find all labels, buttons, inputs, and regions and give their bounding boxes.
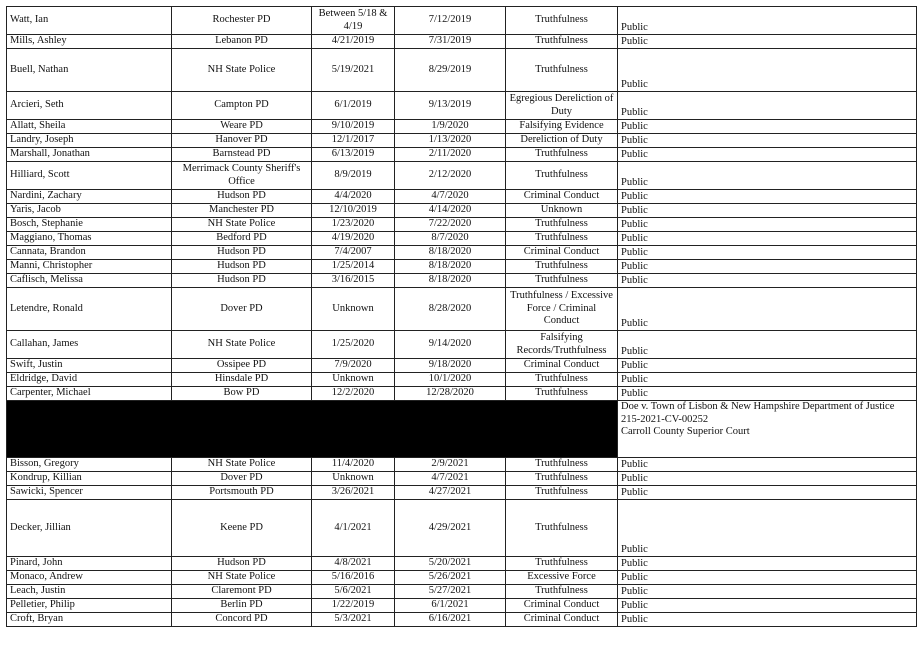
category-cell: Criminal Conduct	[506, 599, 618, 613]
status-cell: Public	[618, 585, 917, 599]
incident-date-cell: 11/4/2020	[312, 458, 395, 472]
category-cell: Criminal Conduct	[506, 613, 618, 627]
notification-date-cell: 8/7/2020	[395, 232, 506, 246]
officer-name-cell: Swift, Justin	[7, 359, 172, 373]
officer-name-cell: Marshall, Jonathan	[7, 148, 172, 162]
incident-date-cell: Unknown	[312, 472, 395, 486]
incident-date-cell: 9/10/2019	[312, 120, 395, 134]
table-row	[7, 218, 917, 232]
table-row	[7, 331, 917, 359]
table-row	[7, 274, 917, 288]
incident-date-cell: 4/21/2019	[312, 35, 395, 49]
category-cell: Unknown	[506, 204, 618, 218]
status-cell: Public	[618, 49, 917, 92]
table-row	[7, 288, 917, 331]
incident-date-cell: 6/1/2019	[312, 92, 395, 120]
category-cell: Truthfulness	[506, 387, 618, 401]
agency-cell: Barnstead PD	[172, 148, 312, 162]
table-row	[7, 500, 917, 557]
status-cell: Public	[618, 387, 917, 401]
officer-name-cell: Monaco, Andrew	[7, 571, 172, 585]
officer-name-cell: Nardini, Zachary	[7, 190, 172, 204]
category-cell: Truthfulness	[506, 373, 618, 387]
agency-cell: NH State Police	[172, 49, 312, 92]
agency-cell: Keene PD	[172, 500, 312, 557]
officer-name-cell: Pinard, John	[7, 557, 172, 571]
status-cell: Public	[618, 218, 917, 232]
status-cell: Public	[618, 331, 917, 359]
agency-cell: Claremont PD	[172, 585, 312, 599]
notification-date-cell: 12/28/2020	[395, 387, 506, 401]
table-row	[7, 92, 917, 120]
agency-cell: Hudson PD	[172, 190, 312, 204]
officer-name-cell: Maggiano, Thomas	[7, 232, 172, 246]
notification-date-cell: 2/12/2020	[395, 162, 506, 190]
status-cell: Public	[618, 134, 917, 148]
agency-cell: Hinsdale PD	[172, 373, 312, 387]
notification-date-cell: 2/11/2020	[395, 148, 506, 162]
category-cell: Excessive Force	[506, 571, 618, 585]
category-cell: Truthfulness	[506, 49, 618, 92]
table-row	[7, 585, 917, 599]
incident-date-cell: 5/6/2021	[312, 585, 395, 599]
category-cell: Criminal Conduct	[506, 246, 618, 260]
category-cell: Truthfulness	[506, 162, 618, 190]
notification-date-cell: 9/18/2020	[395, 359, 506, 373]
incident-date-cell: 3/16/2015	[312, 274, 395, 288]
notification-date-cell: 9/14/2020	[395, 331, 506, 359]
case-reference-line: Doe v. Town of Lisbon & New Hampshire Department of Justice	[621, 401, 895, 412]
notification-date-cell: 4/7/2020	[395, 190, 506, 204]
notification-date-cell: 7/22/2020	[395, 218, 506, 232]
status-cell: Public	[618, 472, 917, 486]
notification-date-cell: 9/13/2019	[395, 92, 506, 120]
agency-cell: Bedford PD	[172, 232, 312, 246]
agency-cell: Merrimack County Sheriff's Office	[172, 162, 312, 190]
agency-cell: Hudson PD	[172, 557, 312, 571]
status-cell: Public	[618, 359, 917, 373]
category-cell: Falsifying Records/Truthfulness	[506, 331, 618, 359]
officer-name-cell: Kondrup, Killian	[7, 472, 172, 486]
officer-name-cell: Eldridge, David	[7, 373, 172, 387]
agency-cell: NH State Police	[172, 571, 312, 585]
table-row	[7, 148, 917, 162]
agency-cell: Hudson PD	[172, 246, 312, 260]
notification-date-cell: 6/1/2021	[395, 599, 506, 613]
table-row	[7, 571, 917, 585]
incident-date-cell: 12/2/2020	[312, 387, 395, 401]
officer-name-cell: Croft, Bryan	[7, 613, 172, 627]
notification-date-cell: 4/27/2021	[395, 486, 506, 500]
category-cell: Truthfulness	[506, 7, 618, 35]
incident-date-cell: 3/26/2021	[312, 486, 395, 500]
incident-date-cell: 7/4/2007	[312, 246, 395, 260]
incident-date-cell: Unknown	[312, 373, 395, 387]
table-row	[7, 613, 917, 627]
category-cell: Criminal Conduct	[506, 190, 618, 204]
incident-date-cell: 5/3/2021	[312, 613, 395, 627]
status-cell: Public	[618, 162, 917, 190]
officer-name-cell: Callahan, James	[7, 331, 172, 359]
incident-date-cell: 5/19/2021	[312, 49, 395, 92]
notification-date-cell: 6/16/2021	[395, 613, 506, 627]
table-row	[7, 557, 917, 571]
incident-date-cell: 4/19/2020	[312, 232, 395, 246]
notification-date-cell: 7/12/2019	[395, 7, 506, 35]
notification-date-cell: 8/18/2020	[395, 246, 506, 260]
notification-date-cell: 4/14/2020	[395, 204, 506, 218]
status-cell: Public	[618, 500, 917, 557]
officer-name-cell: Cannata, Brandon	[7, 246, 172, 260]
status-cell: Public	[618, 92, 917, 120]
category-cell: Truthfulness	[506, 472, 618, 486]
notification-date-cell: 7/31/2019	[395, 35, 506, 49]
incident-date-cell: 4/8/2021	[312, 557, 395, 571]
category-cell: Dereliction of Duty	[506, 134, 618, 148]
category-cell: Criminal Conduct	[506, 359, 618, 373]
officer-name-cell: Letendre, Ronald	[7, 288, 172, 331]
category-cell: Truthfulness	[506, 486, 618, 500]
notification-date-cell: 5/26/2021	[395, 571, 506, 585]
incident-date-cell: 5/16/2016	[312, 571, 395, 585]
incident-date-cell: 4/4/2020	[312, 190, 395, 204]
notification-date-cell: 8/18/2020	[395, 260, 506, 274]
incident-date-cell: 6/13/2019	[312, 148, 395, 162]
officer-name-cell: Bisson, Gregory	[7, 458, 172, 472]
table-row	[7, 373, 917, 387]
officer-list-table	[6, 6, 917, 627]
table-row	[7, 260, 917, 274]
table-row	[7, 359, 917, 373]
redaction-block	[7, 401, 618, 458]
officer-name-cell: Decker, Jillian	[7, 500, 172, 557]
agency-cell: Bow PD	[172, 387, 312, 401]
officer-name-cell: Manni, Christopher	[7, 260, 172, 274]
agency-cell: Hudson PD	[172, 260, 312, 274]
agency-cell: Concord PD	[172, 613, 312, 627]
incident-date-cell: 8/9/2019	[312, 162, 395, 190]
table-row	[7, 232, 917, 246]
category-cell: Truthfulness / Excessive Force / Criminal Conduct	[506, 288, 618, 331]
agency-cell: Weare PD	[172, 120, 312, 134]
status-cell: Public	[618, 246, 917, 260]
agency-cell: Portsmouth PD	[172, 486, 312, 500]
status-cell: Public	[618, 7, 917, 35]
status-cell: Public	[618, 571, 917, 585]
status-cell: Public	[618, 458, 917, 472]
category-cell: Egregious Dereliction of Duty	[506, 92, 618, 120]
incident-date-cell: 1/25/2014	[312, 260, 395, 274]
status-cell: Public	[618, 613, 917, 627]
category-cell: Truthfulness	[506, 557, 618, 571]
category-cell: Truthfulness	[506, 218, 618, 232]
status-cell: Public	[618, 232, 917, 246]
officer-name-cell: Watt, Ian	[7, 7, 172, 35]
category-cell: Truthfulness	[506, 148, 618, 162]
status-cell: Public	[618, 274, 917, 288]
status-cell: Public	[618, 148, 917, 162]
case-reference-cell	[618, 401, 917, 458]
incident-date-cell: 1/23/2020	[312, 218, 395, 232]
notification-date-cell: 4/7/2021	[395, 472, 506, 486]
agency-cell: NH State Police	[172, 331, 312, 359]
table-row	[7, 35, 917, 49]
status-cell: Public	[618, 599, 917, 613]
officer-name-cell: Yaris, Jacob	[7, 204, 172, 218]
table-row	[7, 387, 917, 401]
agency-cell: Campton PD	[172, 92, 312, 120]
officer-name-cell: Mills, Ashley	[7, 35, 172, 49]
incident-date-cell: Unknown	[312, 288, 395, 331]
officer-name-cell: Carpenter, Michael	[7, 387, 172, 401]
incident-date-cell: Between 5/18 & 4/19	[312, 7, 395, 35]
category-cell: Truthfulness	[506, 35, 618, 49]
category-cell: Truthfulness	[506, 458, 618, 472]
incident-date-cell: 12/10/2019	[312, 204, 395, 218]
agency-cell: Lebanon PD	[172, 35, 312, 49]
agency-cell: Ossipee PD	[172, 359, 312, 373]
notification-date-cell: 4/29/2021	[395, 500, 506, 557]
officer-name-cell: Bosch, Stephanie	[7, 218, 172, 232]
table-row	[7, 190, 917, 204]
case-reference-line: 215-2021-CV-00252	[621, 413, 709, 425]
table-row	[7, 162, 917, 190]
status-cell: Public	[618, 557, 917, 571]
agency-cell: Rochester PD	[172, 7, 312, 35]
officer-name-cell: Allatt, Sheila	[7, 120, 172, 134]
table-row	[7, 49, 917, 92]
table-row	[7, 246, 917, 260]
incident-date-cell: 12/1/2017	[312, 134, 395, 148]
notification-date-cell: 10/1/2020	[395, 373, 506, 387]
officer-name-cell: Sawicki, Spencer	[7, 486, 172, 500]
status-cell: Public	[618, 288, 917, 331]
status-cell: Public	[618, 260, 917, 274]
table-row	[7, 472, 917, 486]
notification-date-cell: 1/9/2020	[395, 120, 506, 134]
officer-name-cell: Buell, Nathan	[7, 49, 172, 92]
notification-date-cell: 8/29/2019	[395, 49, 506, 92]
status-cell: Public	[618, 486, 917, 500]
category-cell: Truthfulness	[506, 260, 618, 274]
status-cell: Public	[618, 120, 917, 134]
table-row	[7, 204, 917, 218]
notification-date-cell: 5/20/2021	[395, 557, 506, 571]
table-row	[7, 458, 917, 472]
notification-date-cell: 8/28/2020	[395, 288, 506, 331]
table-row	[7, 599, 917, 613]
officer-name-cell: Landry, Joseph	[7, 134, 172, 148]
category-cell: Truthfulness	[506, 585, 618, 599]
notification-date-cell: 8/18/2020	[395, 274, 506, 288]
officer-name-cell: Arcieri, Seth	[7, 92, 172, 120]
officer-name-cell: Caflisch, Melissa	[7, 274, 172, 288]
category-cell: Truthfulness	[506, 274, 618, 288]
agency-cell: Dover PD	[172, 472, 312, 486]
table-row	[7, 120, 917, 134]
case-reference-line: Carroll County Superior Court	[621, 426, 750, 437]
officer-name-cell: Leach, Justin	[7, 585, 172, 599]
incident-date-cell: 1/25/2020	[312, 331, 395, 359]
table-body	[7, 7, 917, 627]
officer-name-cell: Pelletier, Philip	[7, 599, 172, 613]
table-row	[7, 7, 917, 35]
incident-date-cell: 1/22/2019	[312, 599, 395, 613]
officer-name-cell: Hilliard, Scott	[7, 162, 172, 190]
table-row	[7, 134, 917, 148]
status-cell: Public	[618, 373, 917, 387]
table-row	[7, 486, 917, 500]
category-cell: Falsifying Evidence	[506, 120, 618, 134]
redacted-row	[7, 401, 917, 458]
agency-cell: NH State Police	[172, 218, 312, 232]
status-cell: Public	[618, 190, 917, 204]
notification-date-cell: 5/27/2021	[395, 585, 506, 599]
agency-cell: Hanover PD	[172, 134, 312, 148]
category-cell: Truthfulness	[506, 232, 618, 246]
incident-date-cell: 4/1/2021	[312, 500, 395, 557]
notification-date-cell: 1/13/2020	[395, 134, 506, 148]
category-cell: Truthfulness	[506, 500, 618, 557]
agency-cell: Manchester PD	[172, 204, 312, 218]
status-cell: Public	[618, 204, 917, 218]
agency-cell: Dover PD	[172, 288, 312, 331]
incident-date-cell: 7/9/2020	[312, 359, 395, 373]
status-cell: Public	[618, 35, 917, 49]
agency-cell: Hudson PD	[172, 274, 312, 288]
notification-date-cell: 2/9/2021	[395, 458, 506, 472]
agency-cell: NH State Police	[172, 458, 312, 472]
agency-cell: Berlin PD	[172, 599, 312, 613]
